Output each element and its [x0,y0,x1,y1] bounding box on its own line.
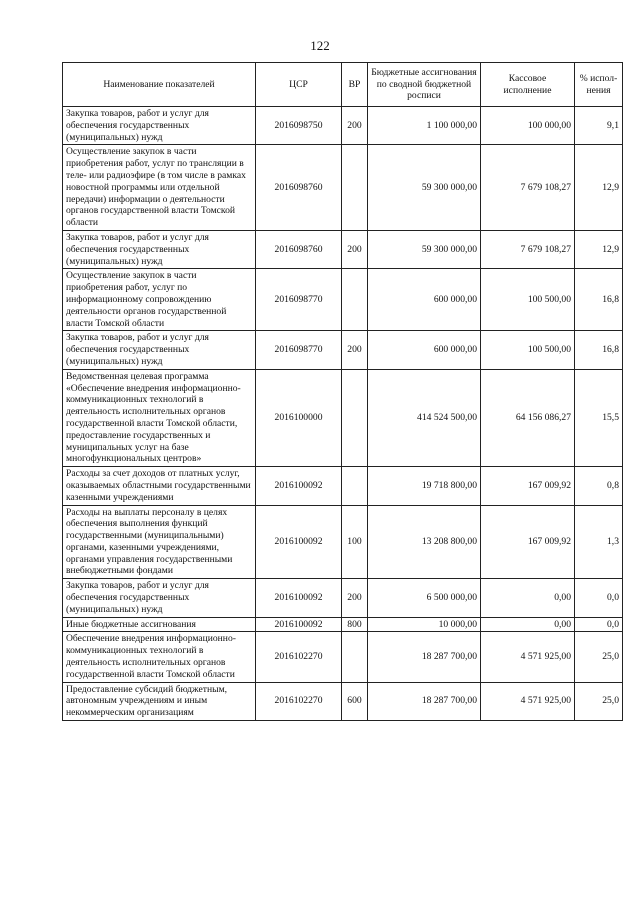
row-percent: 25,0 [575,682,623,720]
table-row [63,145,623,231]
row-allocation: 59 300 000,00 [368,145,481,231]
row-percent: 16,8 [575,269,623,331]
row-vr [342,467,368,505]
table-body [63,107,623,721]
row-cash-execution: 64 156 086,27 [481,369,575,466]
row-allocation: 59 300 000,00 [368,230,481,268]
row-percent: 0,0 [575,617,623,632]
row-percent: 1,3 [575,505,623,579]
row-csr: 2016100092 [256,579,342,617]
table-row [63,369,623,466]
row-vr: 100 [342,505,368,579]
table-row [63,107,623,145]
row-csr: 2016100092 [256,467,342,505]
row-cash-execution: 0,00 [481,579,575,617]
row-vr [342,632,368,682]
row-allocation: 1 100 000,00 [368,107,481,145]
row-vr: 200 [342,579,368,617]
row-name: Обеспечение внедрения информационно-коммуникационных технологий в деятельность исполнительных органов государственной власти Томской области [63,632,256,682]
row-vr: 200 [342,230,368,268]
row-cash-execution: 7 679 108,27 [481,145,575,231]
row-allocation: 414 524 500,00 [368,369,481,466]
row-allocation: 600 000,00 [368,269,481,331]
row-cash-execution: 4 571 925,00 [481,682,575,720]
row-cash-execution: 167 009,92 [481,505,575,579]
row-percent: 15,5 [575,369,623,466]
header-allocations: Бюджетные ассигнования по сводной бюджетной росписи [368,63,481,107]
row-name: Закупка товаров, работ и услуг для обеспечения государственных (муниципальных) нужд [63,230,256,268]
row-percent: 0,8 [575,467,623,505]
row-csr: 2016098760 [256,145,342,231]
row-vr: 600 [342,682,368,720]
table-row [63,505,623,579]
row-name: Иные бюджетные ассигнования [63,617,256,632]
row-percent: 12,9 [575,145,623,231]
row-allocation: 19 718 800,00 [368,467,481,505]
header-csr: ЦСР [256,63,342,107]
row-csr: 2016098760 [256,230,342,268]
table-row [63,617,623,632]
row-percent: 9,1 [575,107,623,145]
row-name: Ведомственная целевая программа «Обеспечение внедрения информационно-коммуникационных технологий в деятельность исполнительных органов государственной власти Томской области, предоставление государственных и муниципальных услуг на базе многофункциональных центров» [63,369,256,466]
row-vr: 800 [342,617,368,632]
row-allocation: 18 287 700,00 [368,632,481,682]
row-name: Осуществление закупок в части приобретения работ, услуг по трансляции в теле- или радиоэфире (в том числе в рамках новостной программы или отдельной передачи) информации о деятельности органов государственной власти Томской области [63,145,256,231]
row-cash-execution: 100 000,00 [481,107,575,145]
row-csr: 2016102270 [256,682,342,720]
row-name: Расходы за счет доходов от платных услуг, оказываемых областными государственными казенными учреждениями [63,467,256,505]
row-allocation: 18 287 700,00 [368,682,481,720]
row-allocation: 13 208 800,00 [368,505,481,579]
page-number: 122 [310,38,330,53]
row-vr: 200 [342,107,368,145]
row-name: Расходы на выплаты персоналу в целях обеспечения выполнения функций государственными (муниципальными) органами, казенными учреждениями, органами управления государственными внебюджетными фондами [63,505,256,579]
row-cash-execution: 100 500,00 [481,331,575,369]
row-cash-execution: 0,00 [481,617,575,632]
header-percent: % испол-нения [575,63,623,107]
table-row [63,331,623,369]
row-cash-execution: 167 009,92 [481,467,575,505]
budget-execution-table [62,62,623,721]
header-name: Наименование показателей [63,63,256,107]
row-csr: 2016100092 [256,505,342,579]
table-row [63,632,623,682]
row-allocation: 6 500 000,00 [368,579,481,617]
row-name: Закупка товаров, работ и услуг для обеспечения государственных (муниципальных) нужд [63,331,256,369]
row-cash-execution: 4 571 925,00 [481,632,575,682]
header-vr: ВР [342,63,368,107]
row-percent: 0,0 [575,579,623,617]
row-percent: 25,0 [575,632,623,682]
header-cash: Кассовое исполнение [481,63,575,107]
table-row [63,682,623,720]
row-name: Предоставление субсидий бюджетным, автономным учреждениям и иным некоммерческим организациям [63,682,256,720]
table-row [63,579,623,617]
row-vr: 200 [342,331,368,369]
table-row [63,467,623,505]
row-vr [342,145,368,231]
table-row [63,230,623,268]
row-name: Закупка товаров, работ и услуг для обеспечения государственных (муниципальных) нужд [63,107,256,145]
row-name: Закупка товаров, работ и услуг для обеспечения государственных (муниципальных) нужд [63,579,256,617]
row-csr: 2016098770 [256,331,342,369]
row-percent: 12,9 [575,230,623,268]
row-vr [342,369,368,466]
row-vr [342,269,368,331]
table-row [63,269,623,331]
row-cash-execution: 7 679 108,27 [481,230,575,268]
row-allocation: 600 000,00 [368,331,481,369]
row-csr: 2016100092 [256,617,342,632]
table-header-row [63,63,623,107]
row-csr: 2016102270 [256,632,342,682]
row-name: Осуществление закупок в части приобретения работ, услуг по информационному сопровождению деятельности органов государственной власти Томской области [63,269,256,331]
row-csr: 2016098750 [256,107,342,145]
row-csr: 2016100000 [256,369,342,466]
row-cash-execution: 100 500,00 [481,269,575,331]
row-csr: 2016098770 [256,269,342,331]
row-allocation: 10 000,00 [368,617,481,632]
row-percent: 16,8 [575,331,623,369]
